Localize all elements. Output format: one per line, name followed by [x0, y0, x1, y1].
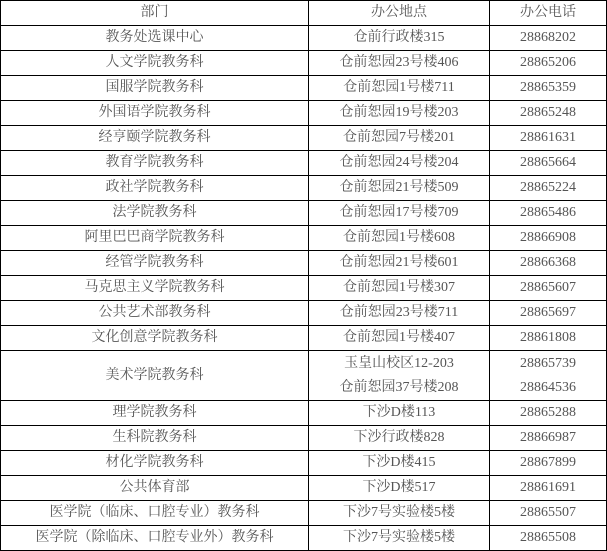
cell-location: 下沙7号实验楼5楼 — [309, 526, 490, 551]
cell-department: 教育学院教务科 — [1, 151, 309, 176]
cell-phone: 28865359 — [490, 76, 607, 101]
location-line: 仓前恕园37号楼208 — [339, 379, 459, 395]
cell-department: 经管学院教务科 — [1, 251, 309, 276]
table-row — [1, 26, 607, 51]
table-row — [1, 276, 607, 301]
table-row — [1, 426, 607, 451]
table-row — [1, 101, 607, 126]
cell-location: 仓前恕园23号楼406 — [309, 51, 490, 76]
cell-phone: 28866987 — [490, 426, 607, 451]
cell-location: 仓前恕园21号楼509 — [309, 176, 490, 201]
cell-location: 仓前恕园24号楼204 — [309, 151, 490, 176]
cell-location: 仓前恕园21号楼601 — [309, 251, 490, 276]
cell-phone: 28865697 — [490, 301, 607, 326]
cell-department: 法学院教务科 — [1, 201, 309, 226]
table-row — [1, 226, 607, 251]
cell-location: 仓前行政楼315 — [309, 26, 490, 51]
cell-phone: 28865206 — [490, 51, 607, 76]
cell-phone: 28865224 — [490, 176, 607, 201]
col-header-phone: 办公电话 — [490, 1, 607, 26]
cell-phone: 28861631 — [490, 126, 607, 151]
cell-location: 仓前恕园7号楼201 — [309, 126, 490, 151]
col-header-department: 部门 — [1, 1, 309, 26]
cell-department: 阿里巴巴商学院教务科 — [1, 226, 309, 251]
cell-location: 仓前恕园19号楼203 — [309, 101, 490, 126]
cell-location — [309, 351, 490, 401]
cell-location: 下沙行政楼828 — [309, 426, 490, 451]
cell-phone: 28867899 — [490, 451, 607, 476]
cell-phone: 28865288 — [490, 401, 607, 426]
cell-phone: 28865508 — [490, 526, 607, 551]
cell-phone: 28865507 — [490, 501, 607, 526]
table-row — [1, 526, 607, 551]
cell-phone: 28861808 — [490, 326, 607, 351]
cell-location: 下沙D楼517 — [309, 476, 490, 501]
cell-department: 理学院教务科 — [1, 401, 309, 426]
table-row — [1, 501, 607, 526]
cell-location: 下沙7号实验楼5楼 — [309, 501, 490, 526]
table-row — [1, 401, 607, 426]
cell-department: 公共艺术部教务科 — [1, 301, 309, 326]
cell-location: 仓前恕园23号楼711 — [309, 301, 490, 326]
cell-department: 经亨颐学院教务科 — [1, 126, 309, 151]
cell-department: 公共体育部 — [1, 476, 309, 501]
table-row — [1, 76, 607, 101]
cell-department: 生科院教务科 — [1, 426, 309, 451]
cell-department: 材化学院教务科 — [1, 451, 309, 476]
cell-department: 政社学院教务科 — [1, 176, 309, 201]
cell-location: 仓前恕园1号楼307 — [309, 276, 490, 301]
table-row — [1, 151, 607, 176]
cell-phone — [490, 351, 607, 401]
table-row — [1, 301, 607, 326]
cell-phone: 28865607 — [490, 276, 607, 301]
cell-department: 文化创意学院教务科 — [1, 326, 309, 351]
table-body — [1, 26, 607, 551]
table-row — [1, 351, 607, 401]
cell-phone: 28865486 — [490, 201, 607, 226]
table-row — [1, 326, 607, 351]
cell-department: 国服学院教务科 — [1, 76, 309, 101]
header-row — [1, 1, 607, 26]
cell-location: 仓前恕园17号楼709 — [309, 201, 490, 226]
cell-department: 医学院（临床、口腔专业）教务科 — [1, 501, 309, 526]
cell-department: 外国语学院教务科 — [1, 101, 309, 126]
cell-department: 医学院（除临床、口腔专业外）教务科 — [1, 526, 309, 551]
cell-phone: 28868202 — [490, 26, 607, 51]
cell-location: 下沙D楼113 — [309, 401, 490, 426]
cell-phone: 28866908 — [490, 226, 607, 251]
cell-phone: 28865664 — [490, 151, 607, 176]
table-row — [1, 201, 607, 226]
cell-department: 教务处选课中心 — [1, 26, 309, 51]
cell-phone: 28866368 — [490, 251, 607, 276]
col-header-location: 办公地点 — [309, 1, 490, 26]
cell-location: 仓前恕园1号楼407 — [309, 326, 490, 351]
table-row — [1, 476, 607, 501]
cell-department: 美术学院教务科 — [1, 351, 309, 401]
cell-department: 马克思主义学院教务科 — [1, 276, 309, 301]
cell-phone: 28865248 — [490, 101, 607, 126]
table-row — [1, 176, 607, 201]
phone-line: 28864536 — [520, 379, 576, 395]
cell-department: 人文学院教务科 — [1, 51, 309, 76]
table-row — [1, 126, 607, 151]
table-row — [1, 251, 607, 276]
phone-line: 28865739 — [520, 355, 576, 371]
table-row — [1, 51, 607, 76]
cell-phone: 28861691 — [490, 476, 607, 501]
cell-location: 下沙D楼415 — [309, 451, 490, 476]
table-row — [1, 451, 607, 476]
cell-location: 仓前恕园1号楼711 — [309, 76, 490, 101]
location-line: 玉皇山校区12-203 — [344, 355, 454, 371]
cell-location: 仓前恕园1号楼608 — [309, 226, 490, 251]
